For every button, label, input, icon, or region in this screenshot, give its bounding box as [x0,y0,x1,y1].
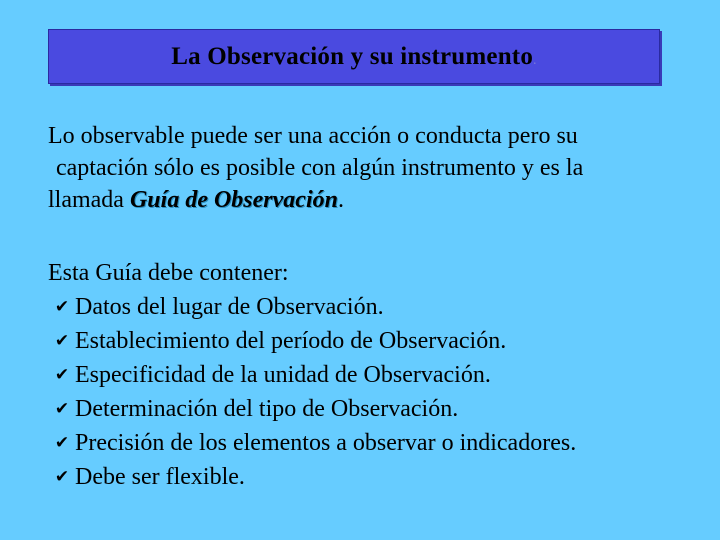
requirements-list [48,256,698,494]
paragraph-line-2: captación sólo es posible con algún instrumento y es la [56,155,584,181]
list-item-text: Debe ser flexible. [75,464,245,490]
check-icon: ✔ [54,331,70,351]
list-item-text: Precisión de los elementos a observar o indicadores. [75,430,577,456]
paragraph-line-3-prefix: llamada [48,187,130,213]
check-icon: ✔ [54,297,70,317]
list-item-text: Datos del lugar de Observación. [75,294,384,320]
title-text: La Observación y su instrumento [171,42,534,70]
list-item-text: Especificidad de la unidad de Observación. [75,362,491,388]
paragraph-line-1: Lo observable puede ser una acción o conducta pero su [48,123,578,149]
check-icon: ✔ [54,467,70,487]
check-icon: ✔ [54,433,70,453]
list-intro: Esta Guía debe contener: [48,260,289,286]
list-item [48,290,698,324]
list-item [48,392,698,426]
title-period: . [533,52,537,68]
list-item [48,324,698,358]
guide-emphasis: Guía de Observación [129,187,338,213]
page-title [171,43,536,71]
list-item-text: Establecimiento del período de Observación. [75,328,507,354]
list-item-text: Determinación del tipo de Observación. [75,396,459,422]
paragraph-line-3-suffix: . [337,187,344,213]
intro-paragraph [48,120,698,216]
check-icon: ✔ [54,365,70,385]
list-item [48,460,698,494]
list-item [48,426,698,460]
check-icon: ✔ [54,399,70,419]
paragraph-line-3 [48,184,698,216]
list-item [48,358,698,392]
title-box [48,29,660,84]
